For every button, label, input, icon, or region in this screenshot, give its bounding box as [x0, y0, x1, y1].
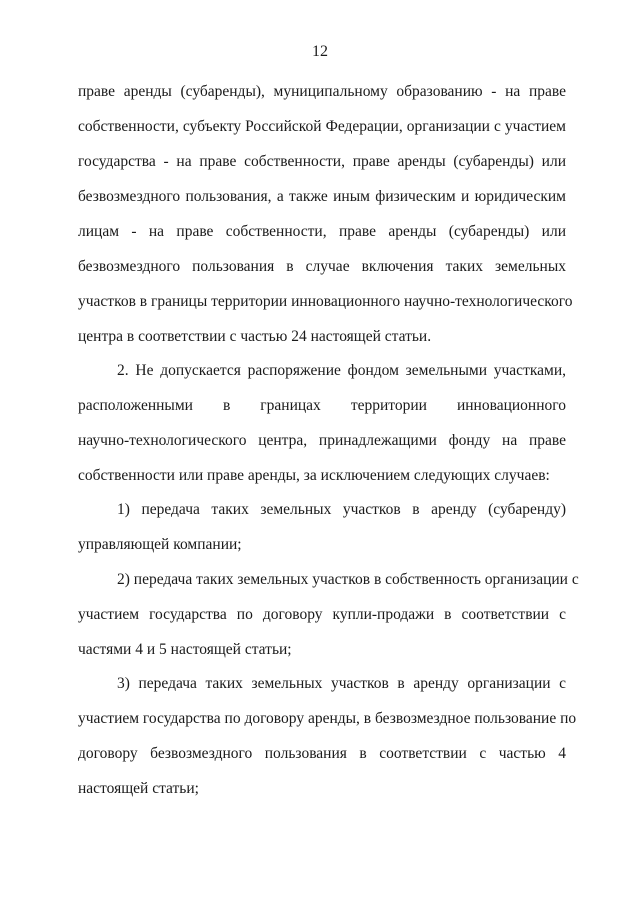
text-line: праве аренды (субаренды), муниципальному образованию - на праве	[78, 83, 566, 100]
list-item-3-first-line: 3) передача таких земельных участков в аренду организации с	[117, 675, 566, 692]
text-line: научно-технологического центра, принадлежащими фонду на праве	[78, 432, 566, 449]
list-item-2-first-line: 2) передача таких земельных участков в собственность организации с	[117, 571, 579, 588]
text-line: государства - на праве собственности, праве аренды (субаренды) или	[78, 153, 566, 170]
text-line: центра в соответствии с частью 24 настоящей статьи.	[78, 328, 432, 345]
text-line: расположенными в границах территории инновационного	[78, 397, 566, 414]
text-line: безвозмездного пользования в случае включения таких земельных	[78, 258, 566, 275]
text-line: участием государства по договору купли-продажи в соответствии с	[78, 606, 566, 623]
text-line: участием государства по договору аренды, в безвозмездное пользование по	[78, 710, 577, 727]
text-line: настоящей статьи;	[78, 780, 199, 797]
text-line: лицам - на праве собственности, праве аренды (субаренды) или	[78, 223, 566, 240]
text-line: безвозмездного пользования, а также иным физическим и юридическим	[78, 188, 566, 205]
list-item-1-first-line: 1) передача таких земельных участков в аренду (субаренду)	[117, 501, 566, 518]
text-line: управляющей компании;	[78, 536, 242, 553]
page-number: 12	[312, 43, 328, 60]
text-line: частями 4 и 5 настоящей статьи;	[78, 641, 292, 658]
paragraph-2-first-line: 2. Не допускается распоряжение фондом земельными участками,	[117, 362, 566, 379]
text-line: договору безвозмездного пользования в соответствии с частью 4	[78, 745, 566, 762]
text-line: участков в границы территории инновационного научно-технологического	[78, 293, 573, 310]
text-line: собственности, субъекту Российской Федерации, организации с участием	[78, 118, 566, 135]
text-line: собственности или праве аренды, за исключением следующих случаев:	[78, 467, 550, 484]
